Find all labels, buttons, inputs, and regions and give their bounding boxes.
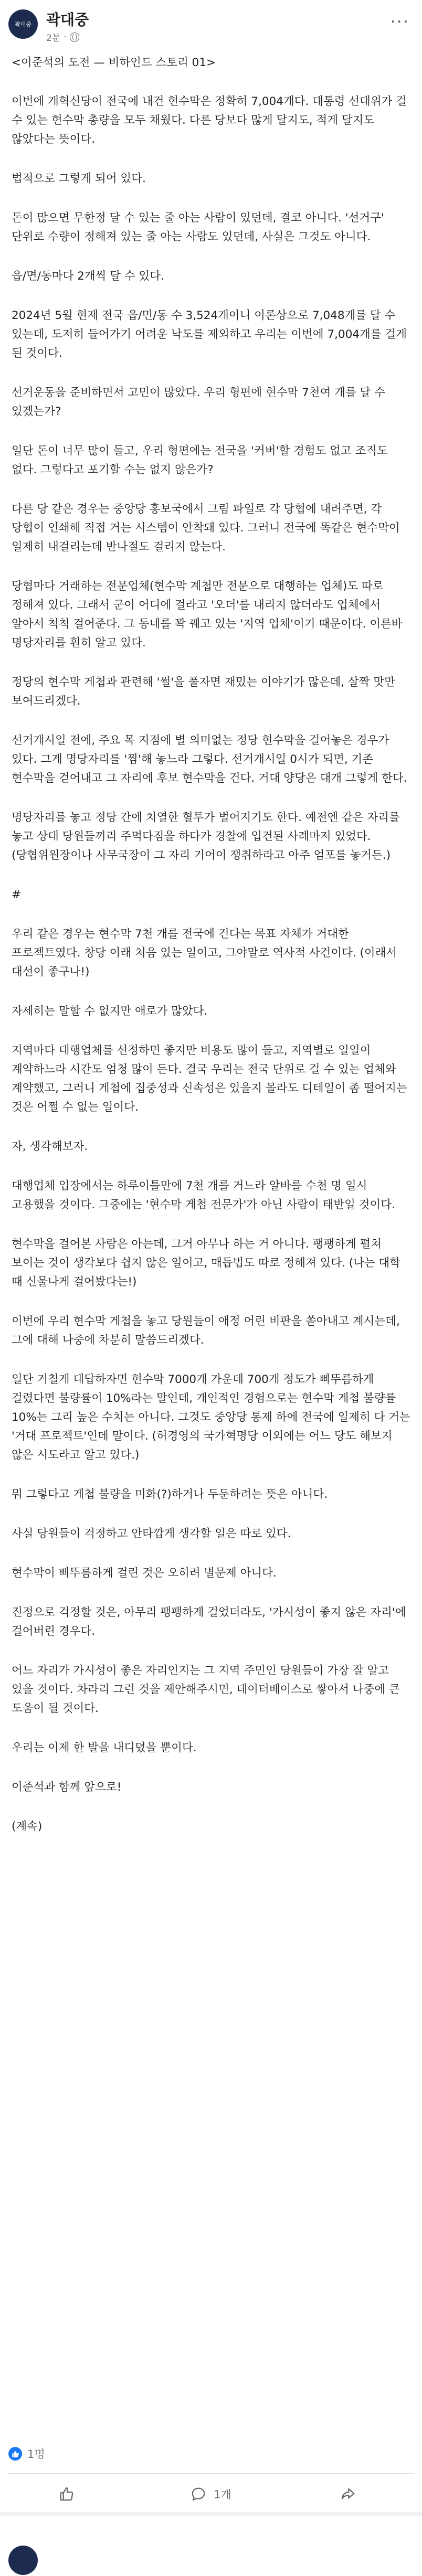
- section-divider: #: [12, 888, 22, 901]
- like-button[interactable]: [0, 2477, 141, 2511]
- post-paragraph: 정당의 현수막 게첩과 관련해 '썰'을 풀자면 재밌는 이야기가 많은데, 살짝 맛만 보여드리겠다.: [12, 676, 395, 708]
- post-time[interactable]: 2분: [46, 33, 61, 44]
- post-paragraph: 선거개시일 전에, 주요 목 지점에 별 의미없는 정당 현수막을 걸어놓은 경우가 있다. 그게 명당자리를 '찜'해 놓느라 그렇다. 선거개시일 0시가 되면, 기존 현수막을 걷어내고 그 자리에 후보 현수막을 건다. 거대 양당은 대개 그렇게 한다.: [12, 734, 407, 785]
- like-reaction-icon: [8, 2447, 22, 2461]
- post-header: [0, 0, 422, 50]
- post-title: <이준석의 도전 — 비하인드 스토리 01>: [12, 56, 216, 69]
- comment-count: 1개: [214, 2488, 231, 2501]
- more-options-button[interactable]: ···: [390, 12, 409, 31]
- post-paragraph: 법적으로 그렇게 되어 있다.: [12, 172, 146, 185]
- post-paragraph: 일단 거칠게 대답하자면 현수막 7000개 가운데 700개 정도가 삐뚜름하게 걸렸다면 불량률이 10%라는 말인데, 개인적인 경험으로는 현수막 게첩 불량률 10%는 그리 높은 수치는 아니다. 그것도 중앙당 통제 하에 전국에 일제히 다 거는 '거대 프로젝트'인데 말이다. (허경영의 국가혁명당 이외에는 어느 당도 해보지 않은 시도라고 알고 있다.): [12, 1373, 410, 1462]
- post-paragraph: 이준석과 함께 앞으로!: [12, 1781, 122, 1794]
- feed-separator: [0, 2512, 422, 2516]
- post-paragraph: 이번에 우리 현수막 게첩을 놓고 당원들이 애정 어린 비판을 쏟아내고 계시는데, 그에 대해 나중에 차분히 말씀드리겠다.: [12, 1315, 400, 1347]
- post-paragraph: 이번에 개혁신당이 전국에 내건 현수막은 정확히 7,004개다. 대통령 선대위가 걸 수 있는 현수막 총량을 모두 채웠다. 다른 당보다 많게 달지도, 적게 달지도 않았다는 뜻이다.: [12, 95, 407, 146]
- post-paragraph: 현수막을 걸어본 사람은 아는데, 그거 아무나 하는 거 아니다. 팽팽하게 펼쳐 보이는 것이 생각보다 쉽지 않은 일이고, 매듭법도 따로 정해져 있다. (나는 대학 때 신물나게 걸어봤다는!): [12, 1238, 401, 1289]
- globe-icon: [70, 33, 79, 42]
- post-paragraph: 뭐 그렇다고 게첩 불량을 미화(?)하거나 두둔하려는 뜻은 아니다.: [12, 1488, 328, 1501]
- reaction-count: 1명: [27, 2448, 45, 2461]
- post-paragraph: 선거운동을 준비하면서 고민이 많았다. 우리 형편에 현수막 7천여 개를 달 수 있겠는가?: [12, 386, 385, 418]
- post-paragraph: 사실 당원들이 걱정하고 안타깝게 생각할 일은 따로 있다.: [12, 1527, 291, 1540]
- post-paragraph: 자세히는 말할 수 없지만 애로가 많았다.: [12, 1005, 208, 1018]
- post-paragraph: 현수막이 삐뚜름하게 걸린 것은 오히려 별문제 아니다.: [12, 1567, 277, 1580]
- post-paragraph: 어느 자리가 가시성이 좋은 자리인지는 그 지역 주민인 당원들이 가장 잘 알고 있을 것이다. 차라리 그런 것을 제안해주시면, 데이터베이스로 쌓아서 나중에 큰 도움이 될 것이다.: [12, 1664, 400, 1715]
- post-paragraph: 명당자리를 놓고 정당 간에 치열한 혈투가 벌어지기도 한다. 예전엔 같은 자리를 놓고 상대 당원들끼리 주먹다짐을 하다가 경찰에 입건된 사례마저 있었다. (당협위원장이나 사무국장이 그 자리 기어이 쟁취하라고 아주 엄포를 놓거든.): [12, 811, 400, 862]
- post-paragraph: 당협마다 거래하는 전문업체(현수막 계첩만 전문으로 대행하는 업체)도 따로 정해져 있다. 그래서 군이 어디에 걸라고 '오더'를 내리지 않더라도 업체에서 알아서 척척 걸어준다. 그 동네를 꽉 꿰고 있는 '지역 업체'이기 때문이다. 이른바 명당자리를 훤히 알고 있다.: [12, 580, 403, 650]
- post-paragraph: 진정으로 걱정할 것은, 아무리 팽팽하게 걸었더라도, '가시성이 좋지 않은 자리'에 걸어버린 경우다.: [12, 1606, 406, 1638]
- post-paragraph: 지역마다 대행업체를 선정하면 좋지만 비용도 많이 들고, 지역별로 일일이 계약하느라 시간도 엄청 많이 든다. 결국 우리는 전국 단위로 걸 수 있는 업체와 계약했고, 그러니 게첩에 집중성과 신속성은 있을지 몰라도 디테일이 좀 떨어지는 것은 어쩔 수 없는 일이다.: [12, 1044, 407, 1114]
- post-paragraph: 2024년 5월 현재 전국 읍/면/동 수 3,524개이니 이론상으로 7,048개를 달 수 있는데, 도저히 들어가기 어려운 낙도를 제외하고 우리는 이번에 7,004개를 걸게 된 것이다.: [12, 309, 407, 360]
- share-icon: [340, 2486, 356, 2502]
- post-paragraph: (계속): [12, 1820, 43, 1833]
- post-actions: [0, 2477, 422, 2511]
- post-paragraph: 우리는 이제 한 발을 내디뎠을 뿐이다.: [12, 1741, 197, 1754]
- reaction-summary[interactable]: [8, 2446, 45, 2462]
- dot-separator: ·: [64, 31, 67, 42]
- author-name[interactable]: 곽대중: [46, 11, 89, 28]
- post-paragraph: 대행업체 입장에서는 하루이틀만에 7천 개를 거느라 알바를 수천 명 일시 고용했을 것이다. 그중에는 '현수막 게첩 전문가'가 아닌 사람이 태반일 것이다.: [12, 1179, 395, 1211]
- post-meta: [46, 30, 79, 44]
- post-paragraph: 다른 당 같은 경우는 중앙당 홍보국에서 그림 파일로 각 당협에 내려주면, 각 당협이 인쇄해 직접 거는 시스템이 안착돼 있다. 그러니 전국에 똑같은 현수막이 일제히 내걸리는데 반나절도 걸리지 않는다.: [12, 503, 400, 553]
- avatar-text: 곽대중: [15, 20, 31, 28]
- post-paragraph: 읍/면/동마다 2개씩 달 수 있다.: [12, 270, 164, 283]
- divider: [8, 2473, 414, 2474]
- next-post-avatar[interactable]: [8, 2546, 38, 2575]
- thumbs-up-icon: [59, 2486, 75, 2502]
- post-paragraph: 자, 생각해보자.: [12, 1140, 88, 1153]
- post-paragraph: 우리 같은 경우는 현수막 7천 개를 전국에 건다는 목표 자체가 거대한 프로젝트였다. 창당 이래 처음 있는 일이고, 그야말로 역사적 사건이다. (이래서 대선이 좋구나!): [12, 928, 397, 978]
- comment-button[interactable]: [141, 2477, 281, 2511]
- comment-icon: [191, 2486, 206, 2502]
- avatar[interactable]: [8, 9, 38, 39]
- post-paragraph: 일단 돈이 너무 많이 들고, 우리 형편에는 전국을 '커버'할 경험도 없고 조직도 없다. 그렇다고 포기할 수는 없지 않은가?: [12, 444, 388, 476]
- post-body: [0, 54, 422, 1836]
- post-paragraph: 돈이 많으면 무한정 달 수 있는 줄 아는 사람이 있던데, 결코 아니다. '선거구' 단위로 수량이 정해져 있는 줄 아는 사람도 있던데, 사실은 그것도 아니다.: [12, 211, 384, 243]
- share-button[interactable]: [281, 2477, 422, 2511]
